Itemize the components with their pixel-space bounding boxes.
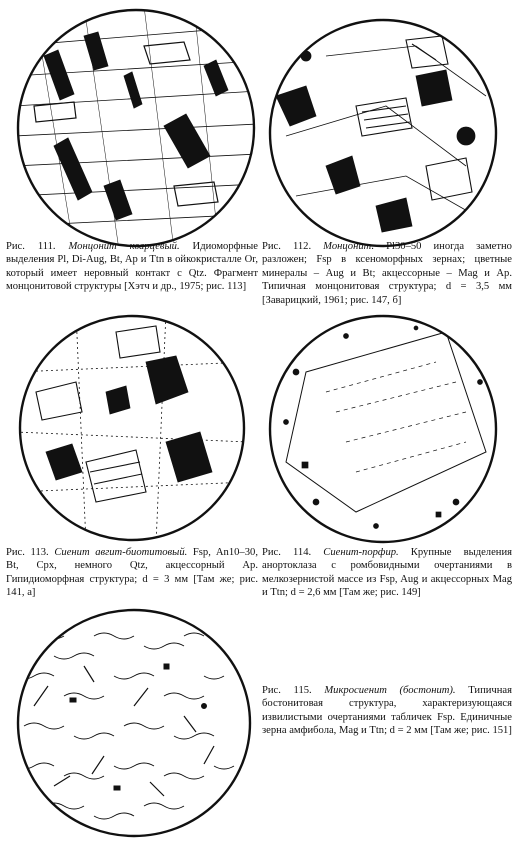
caption-113: Рис. 113. Сиенит авгит-биотитовый. Fsp, An10–30, Bt, Cpx, немного Qtz, акцессорный Ap. Гипидиоморфная структура; d = 3 мм [Там же; рис. 141, а] bbox=[6, 547, 258, 599]
thin-section-drawing-icon bbox=[16, 312, 248, 544]
thin-section-drawing-icon bbox=[266, 16, 500, 250]
caption-115: Рис. 115. Микросиенит (бостонит). Типичная бостонитовая структура, характеризующаяся извилистыми очертаниями табличек Fsp. Единичные зерна амфибола, Mag и Ttn; d = 2 мм [Там же; рис. 151] bbox=[262, 685, 512, 737]
figure-112-micrograph bbox=[266, 16, 500, 250]
figure-113-micrograph bbox=[16, 312, 248, 544]
thin-section-drawing-icon bbox=[266, 312, 500, 546]
figure-111-micrograph bbox=[14, 6, 258, 250]
thin-section-drawing-icon bbox=[14, 6, 258, 250]
figure-114-micrograph bbox=[266, 312, 500, 546]
thin-section-drawing-icon bbox=[14, 606, 254, 840]
caption-114: Рис. 114. Сиенит-порфир. Крупные выделения анортоклаза с ромбовидными очертаниями в мелкозернистой массе из Fsp, Aug и акцессорных Mag и Ttn; d = 2,6 мм [Там же; рис. 149] bbox=[262, 547, 512, 599]
caption-111: Рис. 111. Монцонит кварцевый. Идиоморфные выделения Pl, Di-Aug, Bt, Ap и Ttn в ойкокристалле Or, который имеет неровный контакт с Qtz. Фрагмент монцонитовой структуры [Хэтч и др., 1975; рис. 113] bbox=[6, 241, 258, 293]
caption-112: Рис. 112. Монцонит. Pl30–50 иногда заметно разложен; Fsp в ксеноморфных зернах; цветные минералы – Aug и Bt; акцессорные – Mag и Ap. Типичная монцонитовая структура; d = 3,5 мм [Заварицкий, 1961; рис. 147, б] bbox=[262, 241, 512, 306]
figure-115-micrograph bbox=[14, 606, 254, 840]
